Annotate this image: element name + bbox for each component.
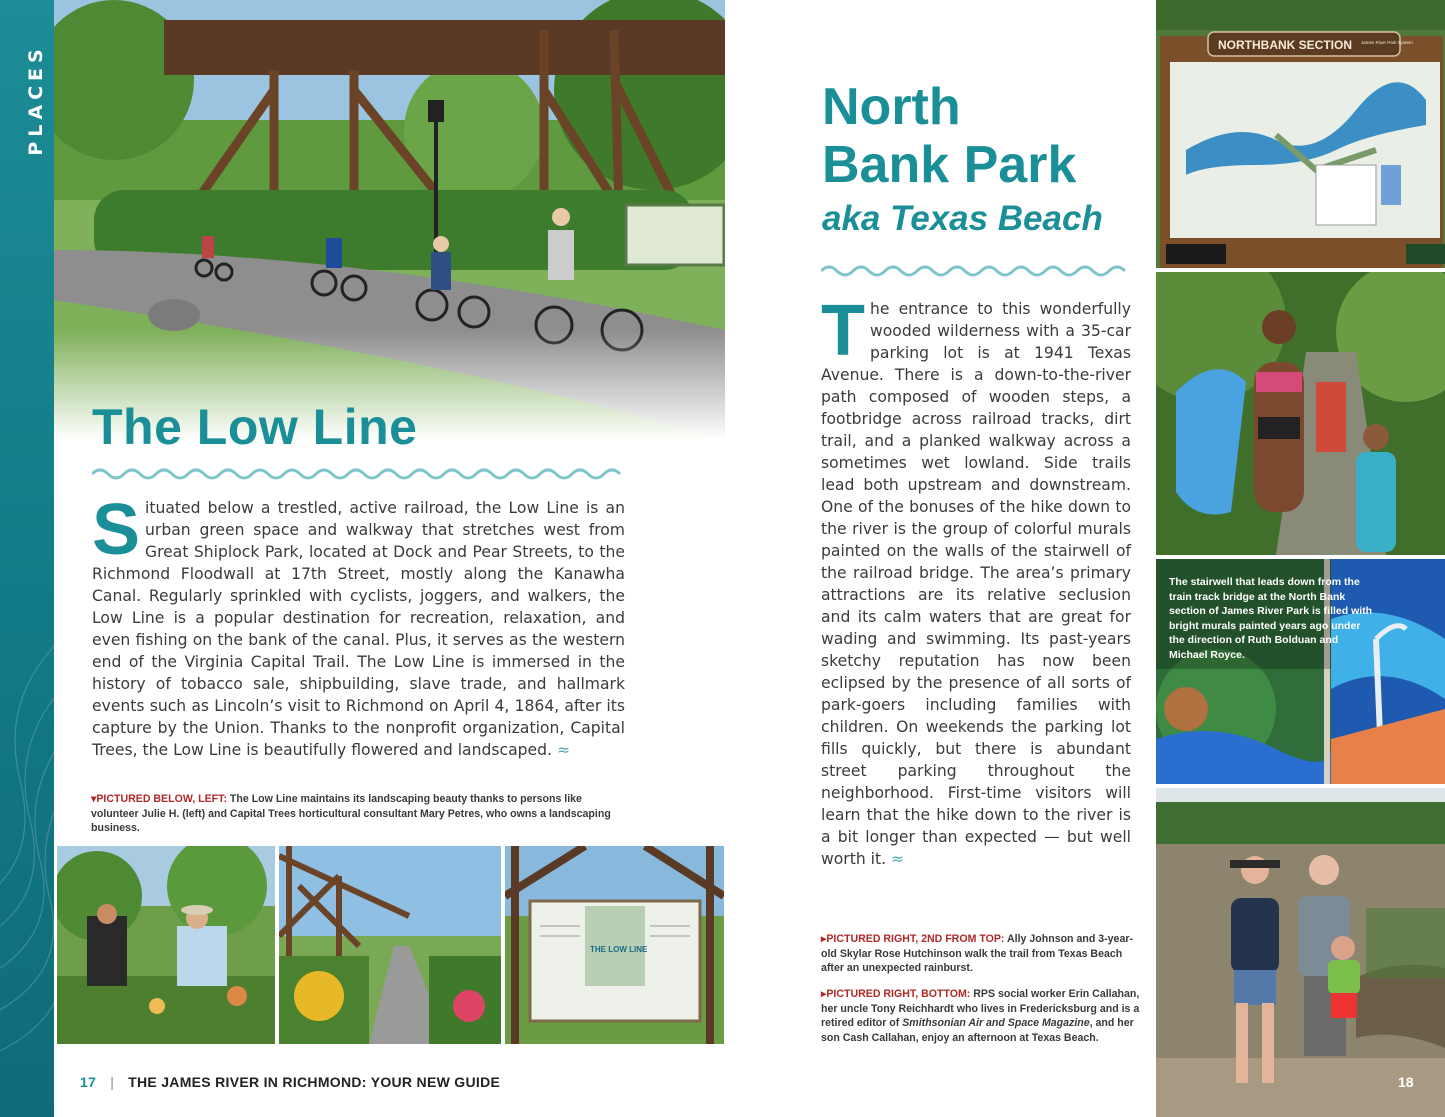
photo-ally-and-skylar [1156,272,1445,555]
photo-lowline-path [279,846,501,1044]
page-footer [80,1074,500,1090]
north-bank-body [821,291,1131,870]
mural-caption: The stairwell that leads down from the train track bridge at the North Bank section of James River Park is filled with bright murals painted years ago under the direction of Ruth Bolduan and Michael Royce. [1169,576,1373,661]
sign-title: THE LOW LINE [590,945,648,954]
north-bank-title [822,78,1076,194]
low-line-title: The Low Line [92,399,418,455]
section-label: PLACES [25,44,47,156]
drop-cap-t: T [821,291,865,371]
photo-lowline-sign [505,846,724,1044]
title-line-1: North [822,78,961,136]
low-line-caption [91,792,611,836]
north-bank-caption-1 [821,932,1143,976]
low-line-body [92,490,625,761]
page-number-right: 18 [1398,1074,1414,1090]
title-line-2: Bank Park [822,136,1077,194]
swirl-pattern [0,0,54,1117]
caption-lead: ▸PICTURED RIGHT, BOTTOM: [821,988,971,1000]
page-number-left: 17 [80,1074,97,1090]
caption-text: The Low Line maintains its landscaping beauty thanks to persons like volunteer Julie H. (left) and Capital Trees horticultural consultant Mary Petres, who owns a landscaping business. [91,793,611,834]
north-bank-caption-2 [821,987,1143,1045]
north-bank-subtitle: aka Texas Beach [822,199,1103,238]
low-line-text: ituated below a trestled, active railroad, the Low Line is an urban green space and walkway that stretches west from Great Shiplock Park, located at Dock and Pear Streets, to the Richmond Floodwall at 17th Street, mostly along the Kanawha Canal. Regularly sprinkled with cyclists, joggers, and walkers, the Low Line is a popular destination for recreation, relaxation, and even fishing on the bank of the canal. Plus, it serves as the western end of the Virginia Capital Trail. The Low Line is immersed in the history of tobacco sale, shipbuilding, slave trade, and hallmark events such as Lincoln’s visit to Richmond on April 4, 1864, after its capture by the Union. Thanks to the nonprofit organization, Capital Trees, the Low Line is beautifully flowered and landscaped. [92,499,625,759]
caption-text: RPS social worker Erin Callahan, her uncle Tony Reichhardt who lives in Fredericksburg and is a retired editor of [821,988,1140,1029]
wave-divider [92,466,625,482]
footer-separator: | [110,1074,115,1090]
guide-title: THE JAMES RIVER IN RICHMOND: YOUR NEW GUIDE [128,1074,501,1090]
wave-divider-right [821,263,1131,279]
photo-texas-beach-family [1156,788,1445,1117]
caption-lead: ▸PICTURED RIGHT, 2ND FROM TOP: [821,933,1005,945]
north-bank-text: he entrance to this wonderfully wooded wilderness with a 35-car parking lot is at 1941 Texas Avenue. There is a down-to-the-river path composed of wooden steps, a footbridge across railroad tracks, dirt trail, and a planked walkway across a sometimes wet lowland. Side trails lead both upstream and downstream. One of the bonuses of the hike down to the river is the group of colorful murals painted on the walls of the stairwell of the railroad bridge. The area’s primary attractions are its relative seclusion and its calm waters that are great for wading and swimming. Its past-years sketchy reputation has now been eclipsed by the presence of all sorts of park-goers including families with children. On weekends the parking lot fills quickly, but there is abundant street parking throughout the neighborhood. First-time visitors will learn that the hike down to the river is a bit longer than expected — but well worth it. [821,300,1131,868]
drop-cap: S [92,490,141,570]
photo-northbank-map-sign [1156,0,1445,268]
caption-magazine: Smithsonian Air and Space Magazine [902,1017,1090,1029]
hero-photo-cyclists [54,0,725,440]
sign-sub: James River Park System [1361,40,1413,45]
end-wave-icon: ≈ [891,850,905,868]
caption-text: Ally Johnson and 3-year-old Skylar Rose Hutchinson walk the trail from Texas Beach after an unexpected rainburst. [821,933,1133,974]
caption-text-end: , and her son Cash Callahan, enjoy an afternoon at Texas Beach. [821,1017,1134,1044]
end-wave-icon: ≈ [556,741,571,759]
sign-label: NORTHBANK SECTION [1218,38,1352,52]
photo-volunteers-gardening [57,846,275,1044]
caption-lead: ▾PICTURED BELOW, LEFT: [91,793,227,805]
side-accent-bar [0,0,54,1117]
